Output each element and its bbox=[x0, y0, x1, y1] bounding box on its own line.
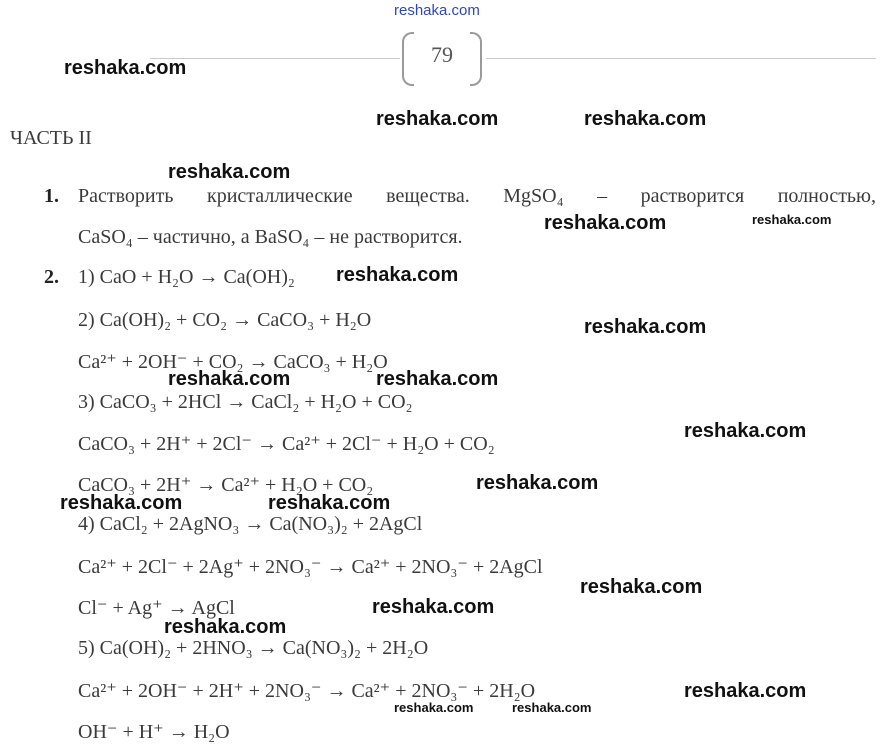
watermark: reshaka.com bbox=[64, 57, 187, 79]
equation-3-ionic-short: CaCO₃ + 2H⁺ → Ca²⁺ + H₂O + CO₂ bbox=[78, 474, 374, 496]
watermark: reshaka.com bbox=[372, 596, 495, 618]
section-title: ЧАСТЬ II bbox=[10, 127, 92, 149]
equation-3-ionic-full: CaCO₃ + 2H⁺ + 2Cl⁻ → Ca²⁺ + 2Cl⁻ + H₂O + CO₂ bbox=[78, 433, 495, 455]
top-watermark: reshaka.com bbox=[394, 2, 480, 19]
header-rule-right bbox=[486, 58, 876, 59]
watermark: reshaka.com bbox=[168, 161, 291, 183]
equation-5-ionic-short: OH⁻ + H⁺ → H₂O bbox=[78, 721, 230, 743]
page-number-box bbox=[402, 32, 482, 84]
task1-line2: CaSO₄ – частично, а BaSO₄ – не растворится. bbox=[78, 226, 463, 248]
watermark: reshaka.com bbox=[752, 212, 832, 227]
watermark: reshaka.com bbox=[512, 700, 592, 715]
watermark: reshaka.com bbox=[544, 212, 667, 234]
equation-4-ionic-full: Ca²⁺ + 2Cl⁻ + 2Ag⁺ + 2NO₃⁻ → Ca²⁺ + 2NO₃⁻ + 2AgCl bbox=[78, 556, 543, 578]
equation-3: 3) CaCO₃ + 2HCl → CaCl₂ + H₂O + CO₂ bbox=[78, 391, 413, 413]
watermark: reshaka.com bbox=[584, 108, 707, 130]
watermark: reshaka.com bbox=[268, 492, 391, 514]
equation-5: 5) Ca(OH)₂ + 2HNO₃ → Ca(NO₃)₂ + 2H₂O bbox=[78, 637, 429, 659]
watermark: reshaka.com bbox=[684, 420, 807, 442]
page-number: 79 bbox=[431, 42, 453, 67]
equation-2-ionic: Ca²⁺ + 2OH⁻ + CO₂ → CaCO₃ + H₂O bbox=[78, 351, 388, 373]
watermark: reshaka.com bbox=[580, 576, 703, 598]
task1-number: 1. bbox=[44, 185, 59, 207]
equation-4-ionic-short: Cl⁻ + Ag⁺ → AgCl bbox=[78, 597, 235, 619]
watermark: reshaka.com bbox=[684, 680, 807, 702]
watermark: reshaka.com bbox=[584, 316, 707, 338]
watermark: reshaka.com bbox=[336, 264, 459, 286]
watermark: reshaka.com bbox=[164, 616, 287, 638]
equation-5-ionic-full: Ca²⁺ + 2OH⁻ + 2H⁺ + 2NO₃⁻ → Ca²⁺ + 2NO₃⁻ + 2H₂O bbox=[78, 680, 536, 702]
watermark: reshaka.com bbox=[376, 368, 499, 390]
equation-1: 1) CaO + H₂O → Ca(OH)₂ bbox=[78, 266, 295, 288]
header-rule-left bbox=[150, 58, 400, 59]
watermark: reshaka.com bbox=[376, 108, 499, 130]
task1-line1: Растворить кристаллические вещества. MgSO₄ – растворится полностью, bbox=[78, 185, 876, 207]
task2-number: 2. bbox=[44, 266, 59, 288]
equation-2: 2) Ca(OH)₂ + CO₂ → CaCO₃ + H₂O bbox=[78, 309, 372, 331]
equation-4: 4) CaCl₂ + 2AgNO₃ → Ca(NO₃)₂ + 2AgCl bbox=[78, 513, 423, 535]
watermark: reshaka.com bbox=[394, 700, 474, 715]
watermark: reshaka.com bbox=[168, 368, 291, 390]
watermark: reshaka.com bbox=[60, 492, 183, 514]
watermark: reshaka.com bbox=[476, 472, 599, 494]
